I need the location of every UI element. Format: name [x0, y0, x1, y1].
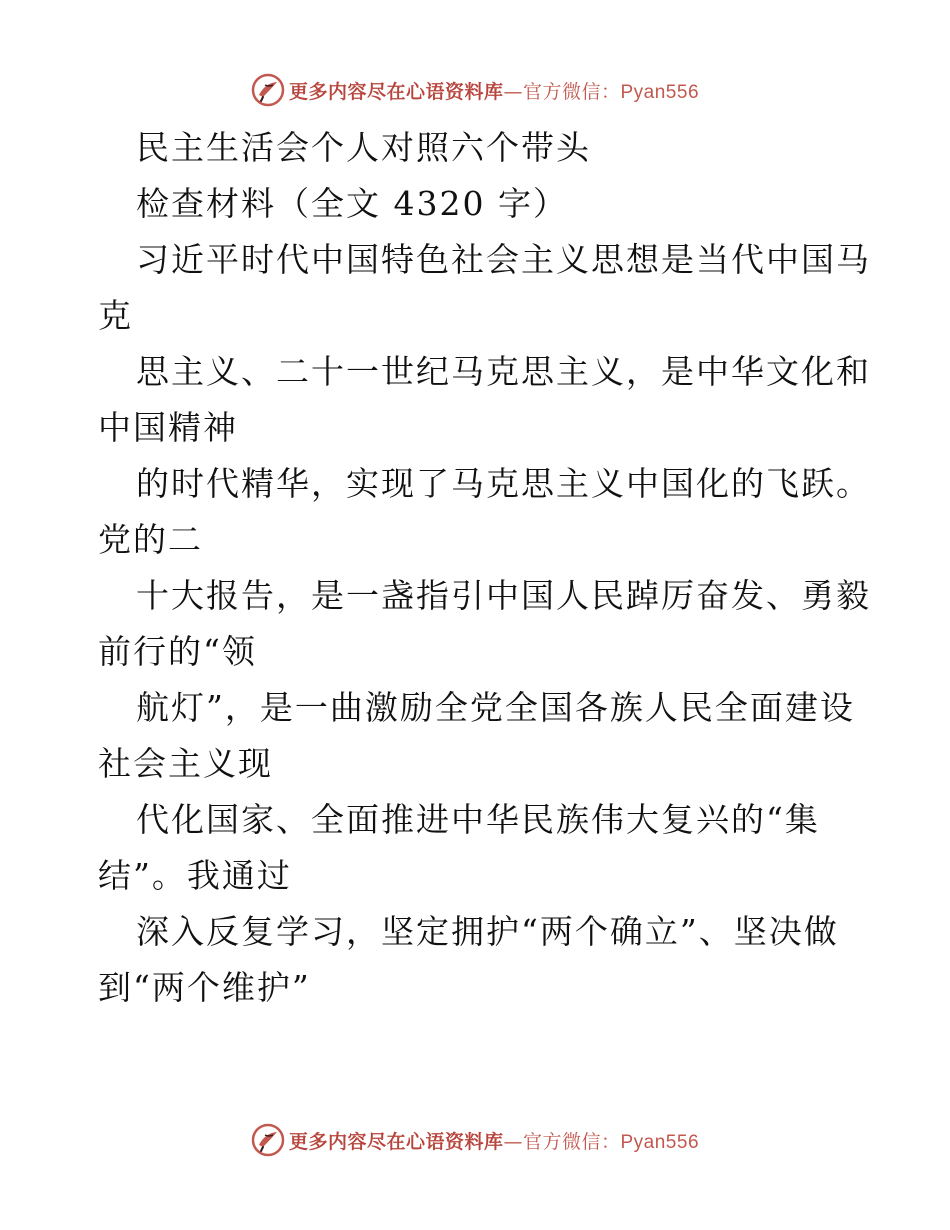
doc-line: 的时代精华，实现了马克思主义中国化的飞跃。 — [136, 464, 871, 503]
watermark-wechat-id: Pyan556 — [620, 1131, 700, 1153]
doc-line: 检查材料（全文 4320 字） — [136, 184, 568, 223]
pen-logo-icon — [251, 73, 285, 107]
doc-line: 中国精神 — [98, 408, 238, 447]
doc-line: 前行的“领 — [98, 632, 257, 671]
watermark-wechat-id: Pyan556 — [620, 81, 700, 103]
watermark-text — [289, 77, 699, 104]
doc-line: 社会主义现 — [98, 744, 273, 783]
watermark-dash: — — [503, 1130, 523, 1153]
header-watermark — [0, 70, 950, 110]
doc-line: 党的二 — [98, 520, 203, 559]
watermark-text — [289, 1127, 699, 1154]
watermark-wechat-label: 官方微信： — [522, 1130, 621, 1153]
doc-line: 克 — [98, 296, 133, 335]
pen-logo-icon — [251, 1123, 285, 1157]
watermark-dash: — — [503, 80, 523, 103]
doc-line: 代化国家、全面推进中华民族伟大复兴的“集 — [136, 800, 820, 839]
doc-line: 习近平时代中国特色社会主义思想是当代中国马 — [136, 240, 871, 279]
watermark-brand: 更多内容尽在心语资料库 — [288, 1130, 504, 1153]
doc-line: 到“两个维护” — [98, 968, 311, 1007]
watermark-brand: 更多内容尽在心语资料库 — [288, 80, 504, 103]
doc-line: 思主义、二十一世纪马克思主义，是中华文化和 — [136, 352, 871, 391]
watermark-wechat-label: 官方微信： — [522, 80, 621, 103]
doc-line: 十大报告，是一盏指引中国人民踔厉奋发、勇毅 — [136, 576, 871, 615]
footer-watermark — [0, 1120, 950, 1160]
doc-line: 结”。我通过 — [98, 856, 292, 895]
doc-line: 航灯”，是一曲激励全党全国各族人民全面建设 — [136, 688, 855, 727]
document-body — [98, 120, 871, 1016]
doc-line: 深入反复学习，坚定拥护“两个确立”、坚决做 — [136, 912, 839, 951]
doc-line: 民主生活会个人对照六个带头 — [136, 128, 591, 167]
